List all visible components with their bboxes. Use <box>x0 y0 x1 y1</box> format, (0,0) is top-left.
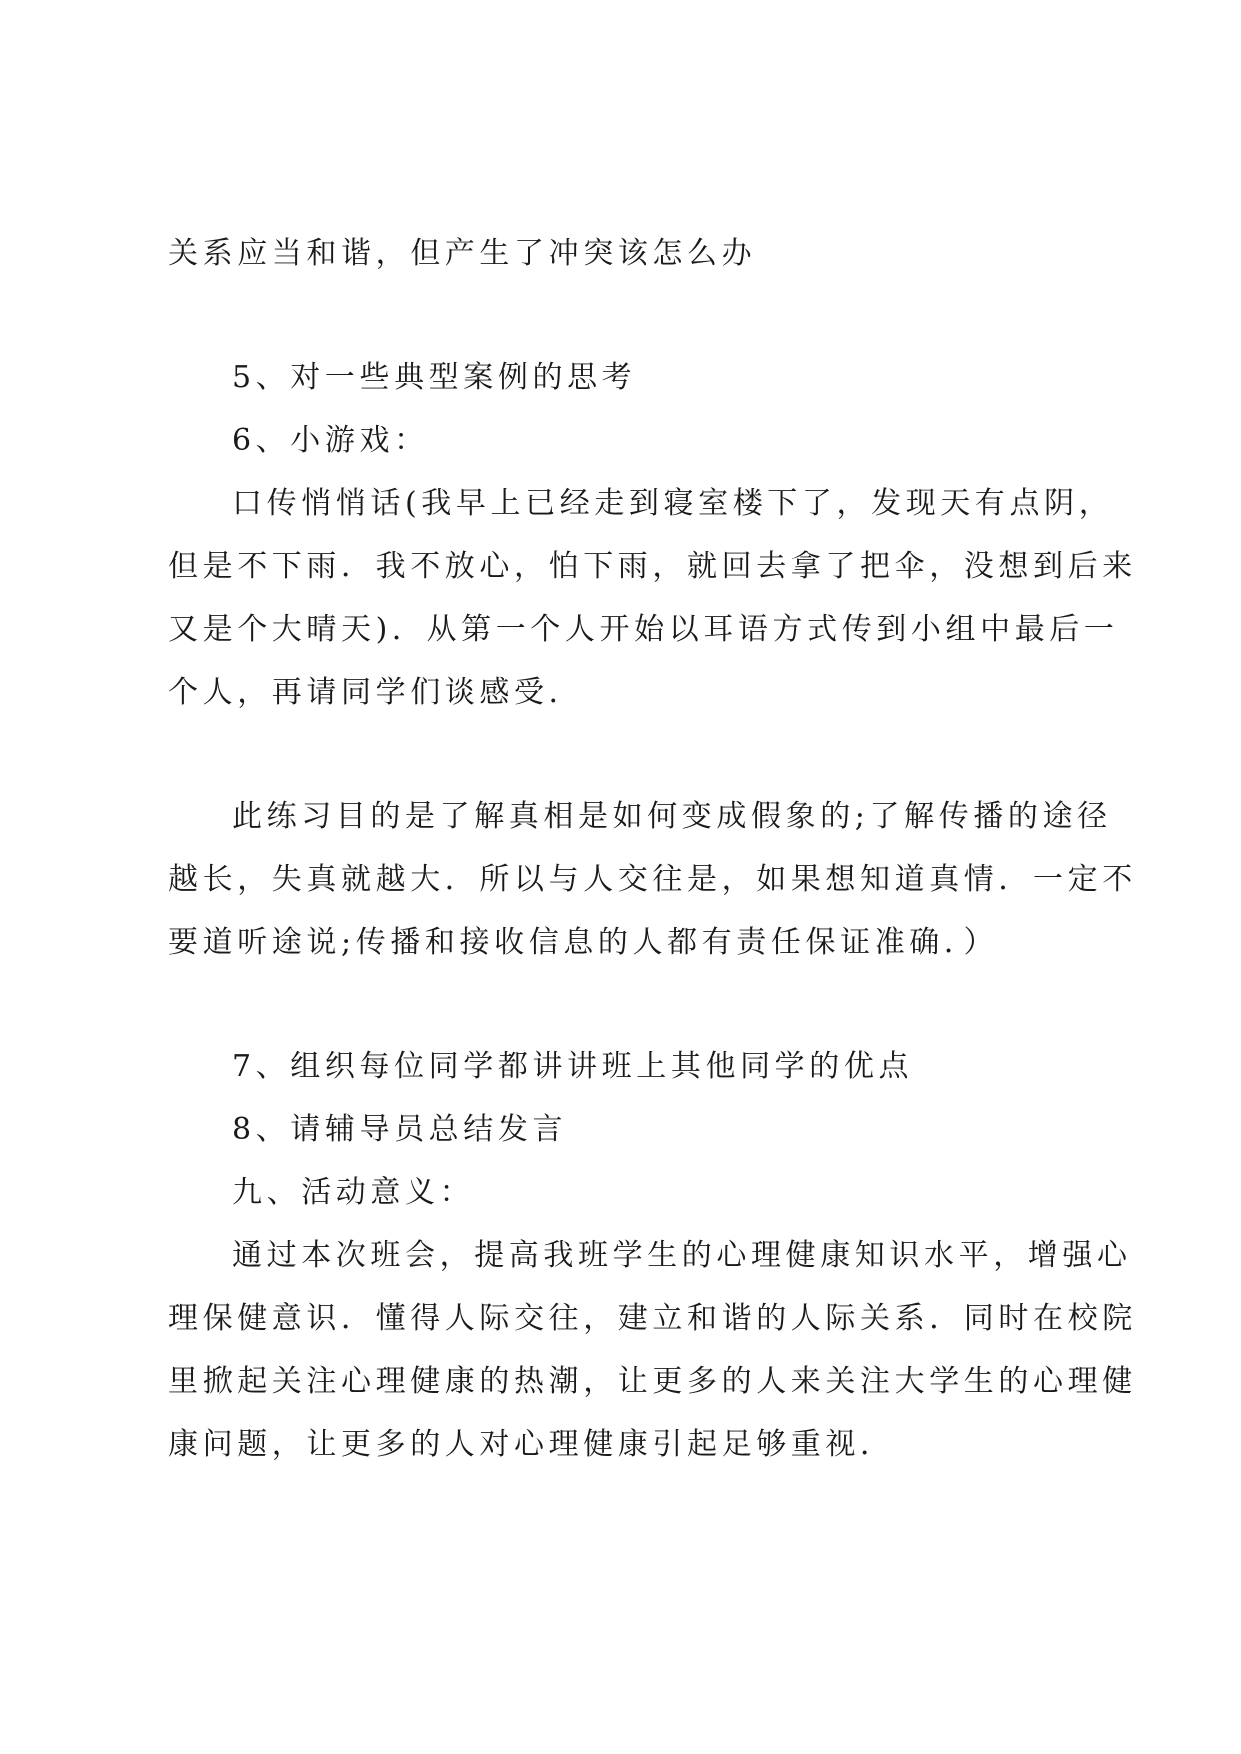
paragraph-line: 关系应当和谐，但产生了冲突该怎么办 <box>168 236 757 271</box>
paragraph-line: 通过本次班会，提高我班学生的心理健康知识水平，增强心 <box>232 1238 1132 1273</box>
paragraph-line: 要道听途说;传播和接收信息的人都有责任保证准确．） <box>168 925 999 960</box>
paragraph-line: 但是不下雨．我不放心，怕下雨，就回去拿了把伞，没想到后来 <box>168 549 1137 584</box>
paragraph-line: 口传悄悄话(我早上已经走到寝室楼下了，发现天有点阴， <box>232 486 1114 521</box>
list-item-6: 6、小游戏： <box>232 423 429 458</box>
list-item-5: 5、对一些典型案例的思考 <box>232 360 637 395</box>
paragraph-line: 越长，失真就越大．所以与人交往是，如果想知道真情．一定不 <box>168 862 1137 897</box>
paragraph-line: 里掀起关注心理健康的热潮，让更多的人来关注大学生的心理健 <box>168 1364 1137 1399</box>
section-heading: 九、活动意义： <box>232 1175 475 1210</box>
paragraph-line: 个人，再请同学们谈感受． <box>168 675 584 710</box>
paragraph-line: 理保健意识．懂得人际交往，建立和谐的人际关系．同时在校院 <box>168 1301 1137 1336</box>
paragraph-line: 此练习目的是了解真相是如何变成假象的;了解传播的途径 <box>232 799 1112 834</box>
list-item-8: 8、请辅导员总结发言 <box>232 1112 568 1147</box>
paragraph-line: 康问题，让更多的人对心理健康引起足够重视． <box>168 1427 895 1462</box>
list-item-7: 7、组织每位同学都讲讲班上其他同学的优点 <box>232 1049 914 1084</box>
paragraph-line: 又是个大晴天)．从第一个人开始以耳语方式传到小组中最后一 <box>168 612 1119 647</box>
